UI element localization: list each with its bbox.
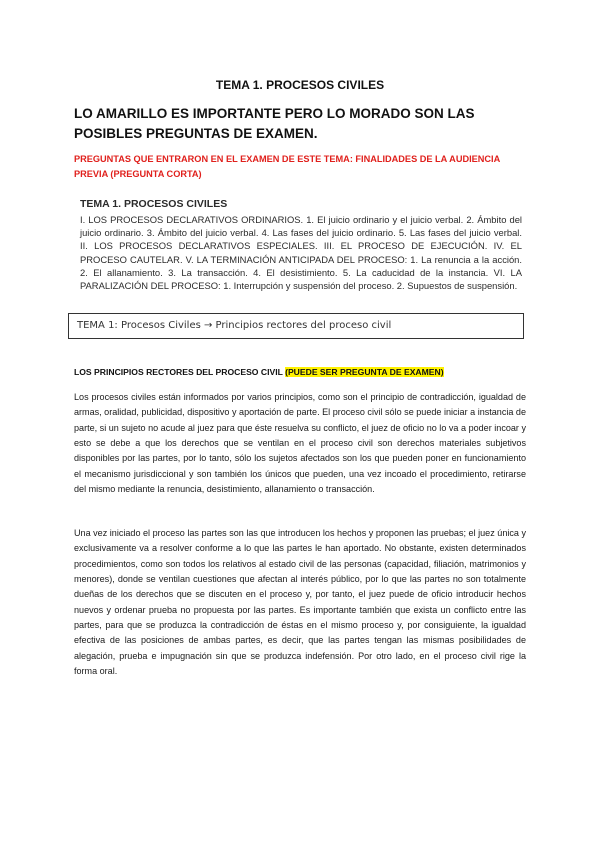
section-highlight: (PUEDE SER PREGUNTA DE EXAMEN): [285, 367, 444, 377]
section-heading-text: LOS PRINCIPIOS RECTORES DEL PROCESO CIVIL: [74, 367, 283, 377]
headline: LO AMARILLO ES IMPORTANTE PERO LO MORADO SON LAS POSIBLES PREGUNTAS DE EXAMEN.: [74, 106, 475, 141]
scan-body: I. LOS PROCESOS DECLARATIVOS ORDINARIOS. 1. El juicio ordinario y el juicio verbal. 2. Ámbito del juicio ordinario. 3. Ámbito del juicio verbal. 4. Las fases del juicio ordinario. 5. Las fases del juicio verbal. II. LOS PROCESOS DECLARATIVOS ESPECIALES. III. EL PROCESO DE EJECUCIÓN. IV. EL PROCESO CAUTELAR. V. LA TERMINACIÓN ANTICIPADA DEL PROCESO: 1. La renuncia a la acción. 2. El allanamiento. 3. La transacción. 4. El desistimiento. 5. La caducidad de la instancia. VI. LA PARALIZACIÓN DEL PROCESO: 1. Interrupción y suspensión del proceso. 2. Supuestos de suspensión.: [80, 214, 522, 292]
section-heading: [74, 367, 444, 377]
paragraph: Los procesos civiles están informados por varios principios, como son el principio de contradicción, igualdad de armas, oralidad, publicidad, dispositivo y aportación de parte. El proceso civil sólo se puede iniciar a instancia de parte, si un sujeto no acude al juez para que éste resuelva su conflicto, el juez de oficio no lo va a poder incoar y esto se debe a que los derechos que se ventilan en el proceso civil son derechos materiales subjetivos disponibles por las partes, por lo tanto, sólo los sujetos afectados son los que pueden poner en funcionamiento el mecanismo jurisdiccional y son también los únicos que pueden, una vez incoado el procedimiento, retirarse del mismo mediante la renuncia, desistimiento, allanamiento o transacción.: [74, 392, 526, 495]
page-title: TEMA 1. PROCESOS CIVILES: [215, 78, 385, 92]
breadcrumb-box: [68, 313, 524, 339]
breadcrumb: TEMA 1: Procesos Civiles → Principios rectores del proceso civil: [77, 320, 392, 331]
exam-note: PREGUNTAS QUE ENTRARON EN EL EXAMEN DE ESTE TEMA: FINALIDADES DE LA AUDIENCIA PREVIA (PREGUNTA CORTA): [74, 154, 500, 179]
paragraph: Una vez iniciado el proceso las partes son las que introducen los hechos y proponen las pruebas; el juez única y exclusivamente va a resolver conforme a lo que las partes le han aportado. No obstante, existen determinados procedimientos, como son todos los relativos al estado civil de las personas (capacidad, filiación, matrimonios y menores), donde se ventilan cuestiones que afectan al interés público, por lo que las partes no son totalmente dueñas de los derechos que se discuten en el proceso y, por tanto, el juez puede de oficio introducir hechos nuevos y ordenar prueba no propuesta por las partes. Es importante también que exista un conflicto entre las partes, para que se produzca la contradicción de éstas en el mismo proceso y, por consiguiente, la igualdad efectiva de las posiciones de ambas partes, es decir, que las partes tengan las mismas posibilidades de alegación, prueba e impugnación sin que se produzca indefensión. Por otro lado, en el proceso civil rige la forma oral.: [74, 528, 526, 677]
scan-title: TEMA 1. PROCESOS CIVILES: [80, 198, 228, 210]
scanned-index-image: [80, 198, 522, 292]
